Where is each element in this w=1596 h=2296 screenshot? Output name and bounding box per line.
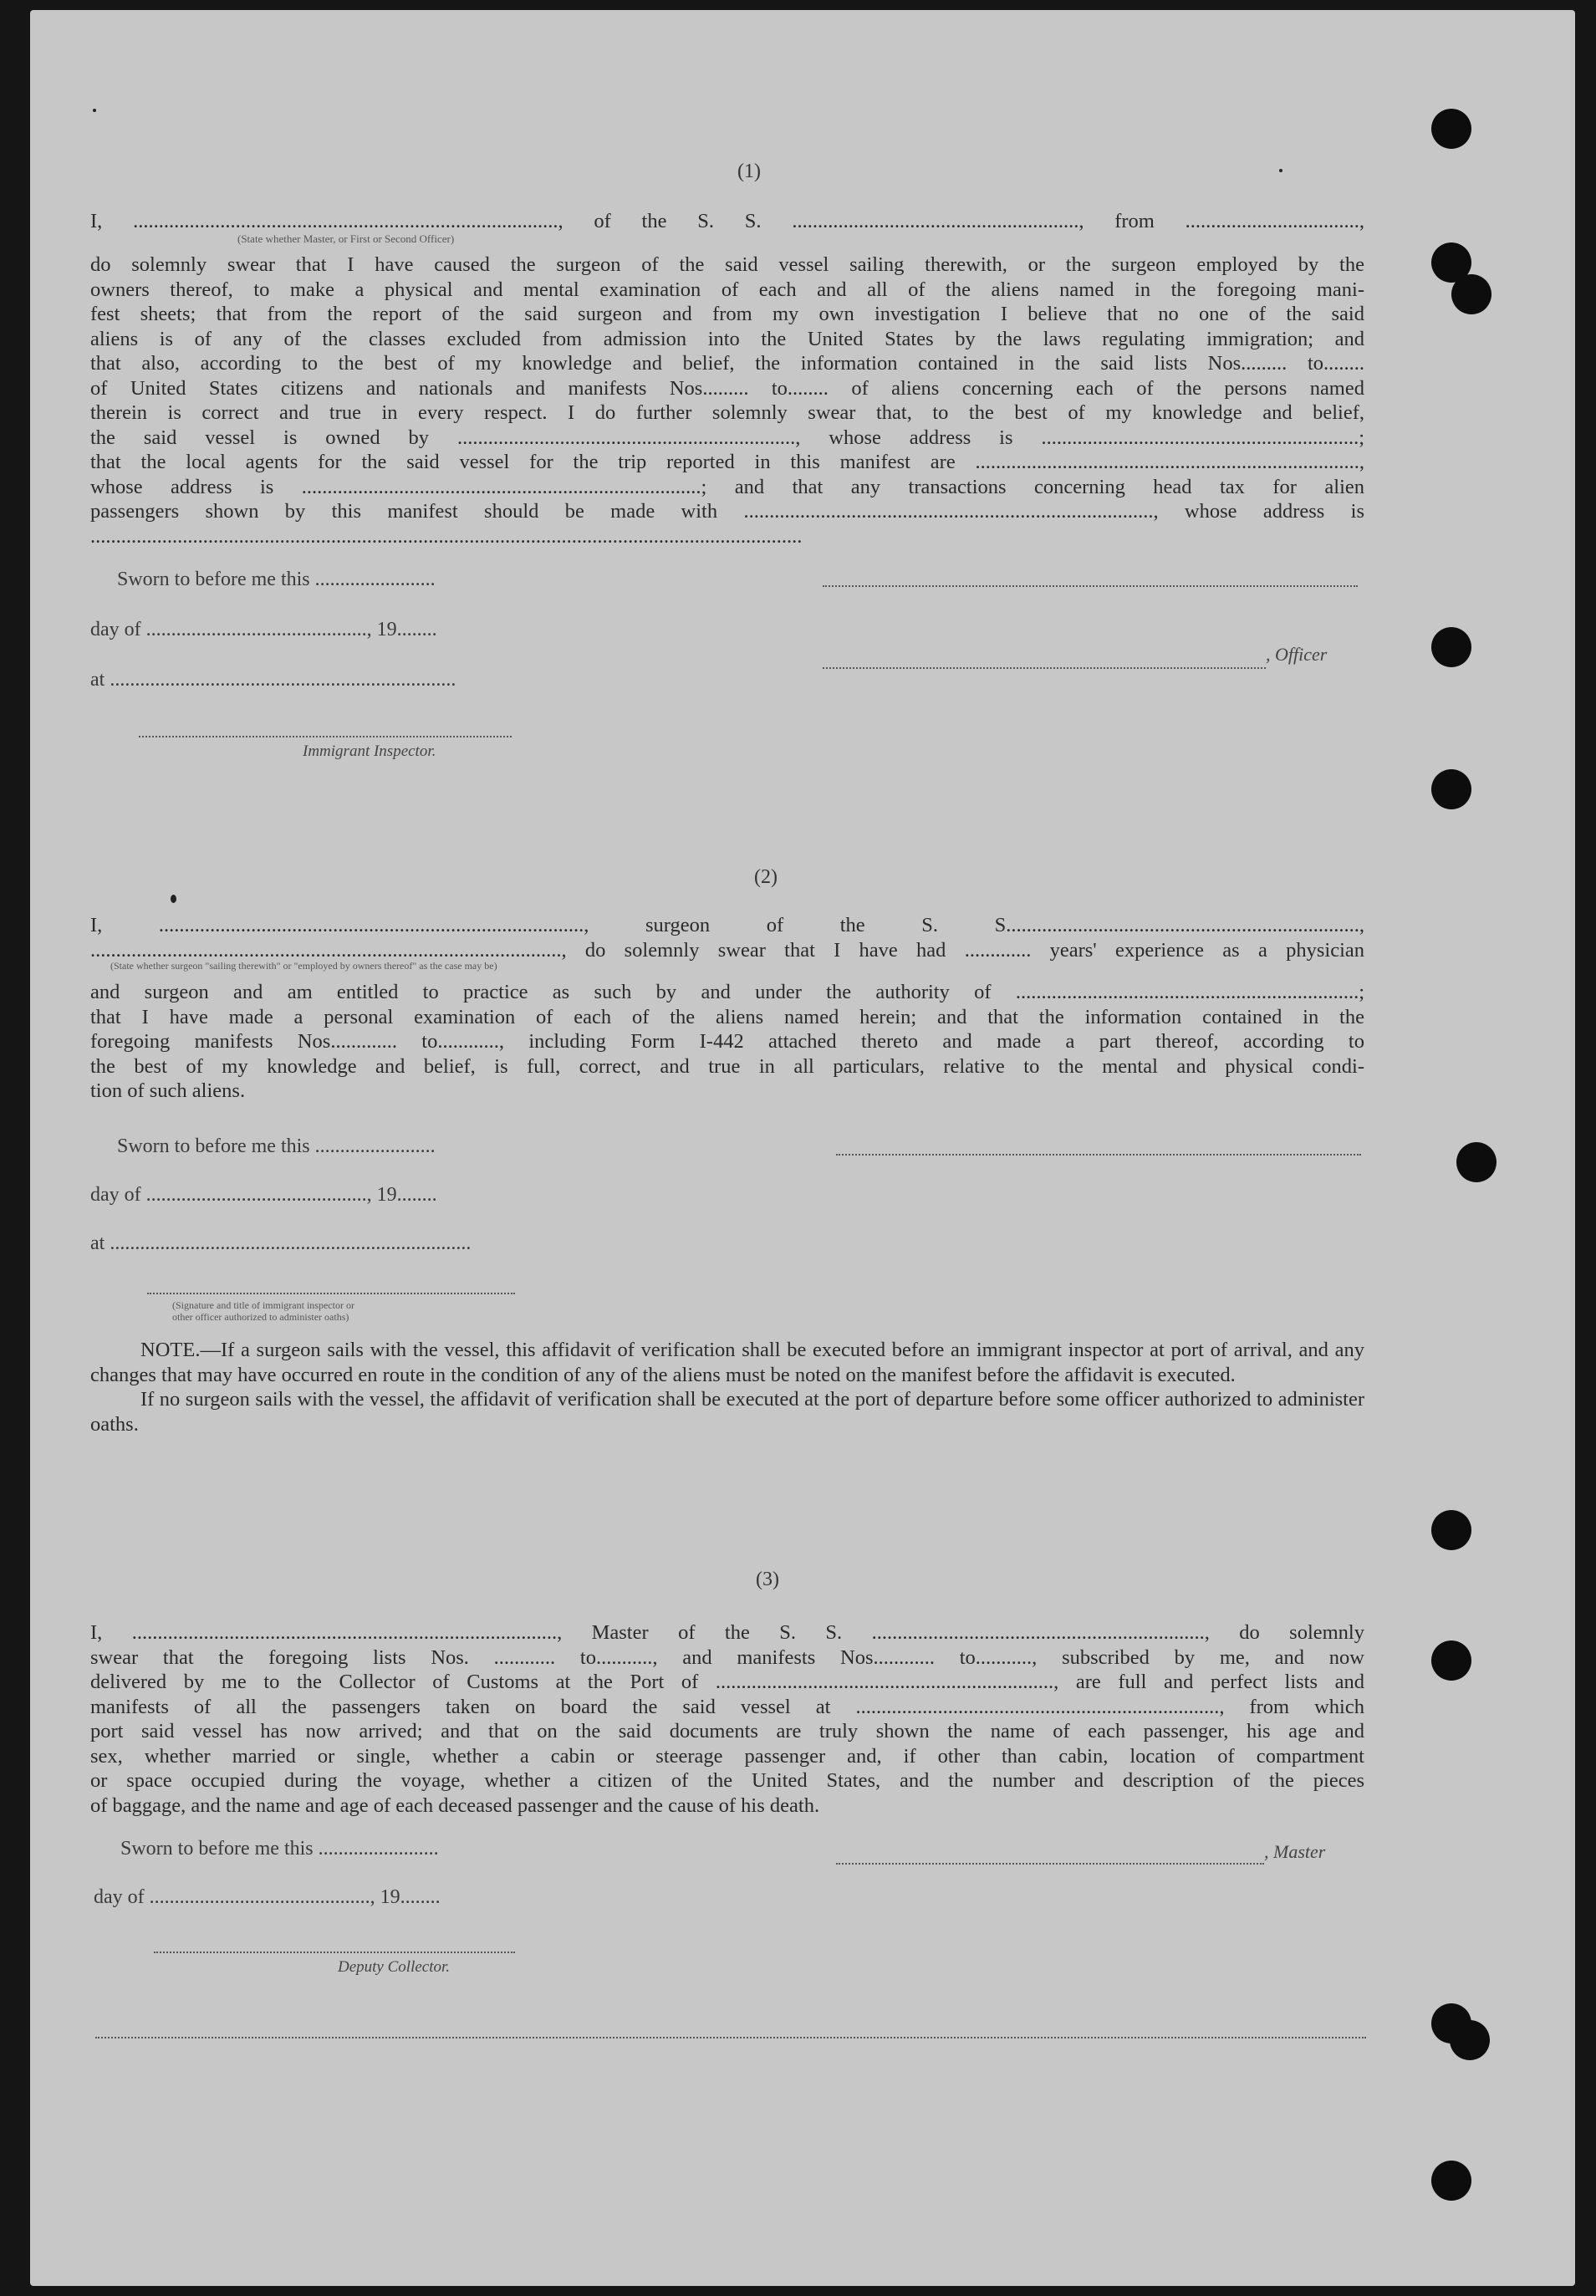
punch-hole <box>1431 109 1471 149</box>
section-2-body <box>90 980 1364 1104</box>
bottom-rule <box>95 2037 1366 2038</box>
officer-instruction: (State whether Master, or First or Second Officer) <box>237 232 455 245</box>
sworn-line: Sworn to before me this ........................ <box>117 569 436 590</box>
body-line: that the local agents for the said vessel for the trip reported in this manifest are ..........................................................................., <box>90 451 1364 473</box>
body-line: swear that the foregoing lists Nos. ............ to..........., and manifests Nos............ to..........., subscribed by me, and now <box>90 1645 1364 1669</box>
sworn-line: Sworn to before me this ........................ <box>117 1135 436 1157</box>
speck <box>171 895 176 903</box>
signature-line <box>823 585 1358 587</box>
section-2-number: (2) <box>754 866 778 888</box>
document-page <box>30 10 1575 2286</box>
punch-hole <box>1431 2161 1471 2201</box>
surgeon-instruction: (State whether surgeon "sailing therewith" or "employed by owners thereof" as the case may be) <box>110 960 497 972</box>
oath-line: I, ..................................................................................., of the S. S. ........................................................, from .................................., <box>90 210 1364 232</box>
section-2-lines <box>90 913 1364 962</box>
body-line: owners thereof, to make a physical and mental examination of each and all of the aliens named in the foregoing mani- <box>90 278 1364 301</box>
body-line: that I have made a personal examination of each of the aliens named herein; and that the information contained in the <box>90 1005 1364 1028</box>
note-body: —If a surgeon sails with the vessel, this affidavit of verification shall be executed before an immigrant inspector at port of arrival, and any changes that may have occurred en route in the condition of any of the aliens must be noted on the manifest before the affidavit is executed. <box>90 1339 1364 1386</box>
authorized-officer-signature-line <box>147 1293 515 1294</box>
body-line: the best of my knowledge and belief, is full, correct, and true in all particulars, relative to the mental and physical condi- <box>90 1054 1364 1078</box>
body-line: and surgeon and am entitled to practice as such by and under the authority of ...................................................................; <box>90 981 1364 1003</box>
at-line: at ........................................................................ <box>90 1232 472 1254</box>
officer-label: , Officer <box>1266 644 1328 665</box>
body-line: manifests of all the passengers taken on board the said vessel at ......................................................................., from which <box>90 1695 1364 1718</box>
section-1-body <box>90 253 1364 548</box>
punch-hole <box>1431 769 1471 809</box>
inspector-signature-line <box>139 736 512 737</box>
day-of-line: day of ............................................, 19........ <box>94 1886 441 1908</box>
master-signature-line <box>836 1863 1264 1865</box>
punch-hole <box>1450 2020 1490 2060</box>
body-line: delivered by me to the Collector of Customs at the Port of .................................................................., are full and perfect lists and <box>90 1671 1364 1693</box>
note-paragraph <box>90 1338 1364 1436</box>
body-line: tion of such aliens. <box>90 1079 246 1102</box>
signature-caption: other officer authorized to administer oaths) <box>172 1311 349 1323</box>
officer-signature-line <box>823 667 1266 669</box>
body-line: that also, according to the best of my knowledge and belief, the information contained in the said lists Nos......... to........ <box>90 352 1364 375</box>
collector-signature-line <box>154 1952 515 1953</box>
section-1-number: (1) <box>737 161 761 182</box>
surgeon-signature-line <box>836 1154 1361 1156</box>
body-line: port said vessel has now arrived; and that on the said documents are truly shown the name of each passenger, his age and <box>90 1720 1364 1742</box>
punch-hole <box>1456 1142 1497 1182</box>
body-line: fest sheets; that from the report of the said surgeon and from my own investigation I believe that no one of the said <box>90 303 1364 325</box>
body-line: the said vessel is owned by .................................................................., whose address is ..............................................................; <box>90 426 1364 449</box>
speck <box>93 109 96 112</box>
body-line: whose address is ..............................................................................; and that any transactions concerning head tax for alien <box>90 475 1364 498</box>
section-3-number: (3) <box>756 1569 779 1590</box>
section-3-body <box>90 1620 1364 1818</box>
body-line: passengers shown by this manifest should be made with ................................................................................, whose address is <box>90 500 1364 523</box>
note-label: NOTE. <box>140 1339 201 1361</box>
inspector-label: Immigrant Inspector. <box>303 742 436 760</box>
note-text-2: If no surgeon sails with the vessel, the affidavit of verification shall be executed at the port of departure before some officer authorized to administer oaths. <box>90 1388 1364 1436</box>
punch-hole <box>1431 1510 1471 1550</box>
punch-hole <box>1451 274 1491 314</box>
section-1-line-1 <box>90 209 1364 234</box>
body-line: I, ..................................................................................., Master of the S. S. ................................................................., do solemnly <box>90 1621 1364 1644</box>
day-of-line: day of ............................................, 19........ <box>90 619 437 640</box>
body-line: ........................................................................................................................................... <box>90 524 803 548</box>
signature-caption: (Signature and title of immigrant inspector or <box>172 1299 354 1311</box>
body-line: do solemnly swear that I have caused the surgeon of the said vessel sailing therewith, or the surgeon employed by the <box>90 253 1364 276</box>
sworn-line: Sworn to before me this ........................ <box>120 1838 439 1860</box>
body-line: or space occupied during the voyage, whether a citizen of the United States, and the number and description of the pieces <box>90 1769 1364 1792</box>
at-line: at ..................................................................... <box>90 669 456 691</box>
oath-line: ............................................................................................, do solemnly swear that I have had ............. years' experience as a physician <box>90 938 1364 962</box>
body-line: sex, whether married or single, whether a cabin or steerage passenger and, if other than cabin, location of compartment <box>90 1744 1364 1768</box>
punch-hole <box>1431 627 1471 667</box>
master-label: , Master <box>1264 1841 1326 1862</box>
body-line: of United States citizens and nationals and manifests Nos......... to........ of aliens concerning each of the persons named <box>90 376 1364 400</box>
collector-label: Deputy Collector. <box>338 1958 451 1976</box>
body-line: aliens is of any of the classes excluded from admission into the United States by the laws regulating immigration; and <box>90 327 1364 350</box>
day-of-line: day of ............................................, 19........ <box>90 1184 437 1206</box>
oath-line: I, ..................................................................................., surgeon of the S. S....................................................................., <box>90 914 1364 936</box>
body-line: therein is correct and true in every respect. I do further solemnly swear that, to the best of my knowledge and belief, <box>90 401 1364 424</box>
body-line: foregoing manifests Nos............. to............, including Form I-442 attached thereto and made a part thereof, according to <box>90 1030 1364 1053</box>
body-line: of baggage, and the name and age of each deceased passenger and the cause of his death. <box>90 1793 820 1817</box>
punch-hole <box>1431 1640 1471 1681</box>
note-text <box>90 1338 1364 1387</box>
